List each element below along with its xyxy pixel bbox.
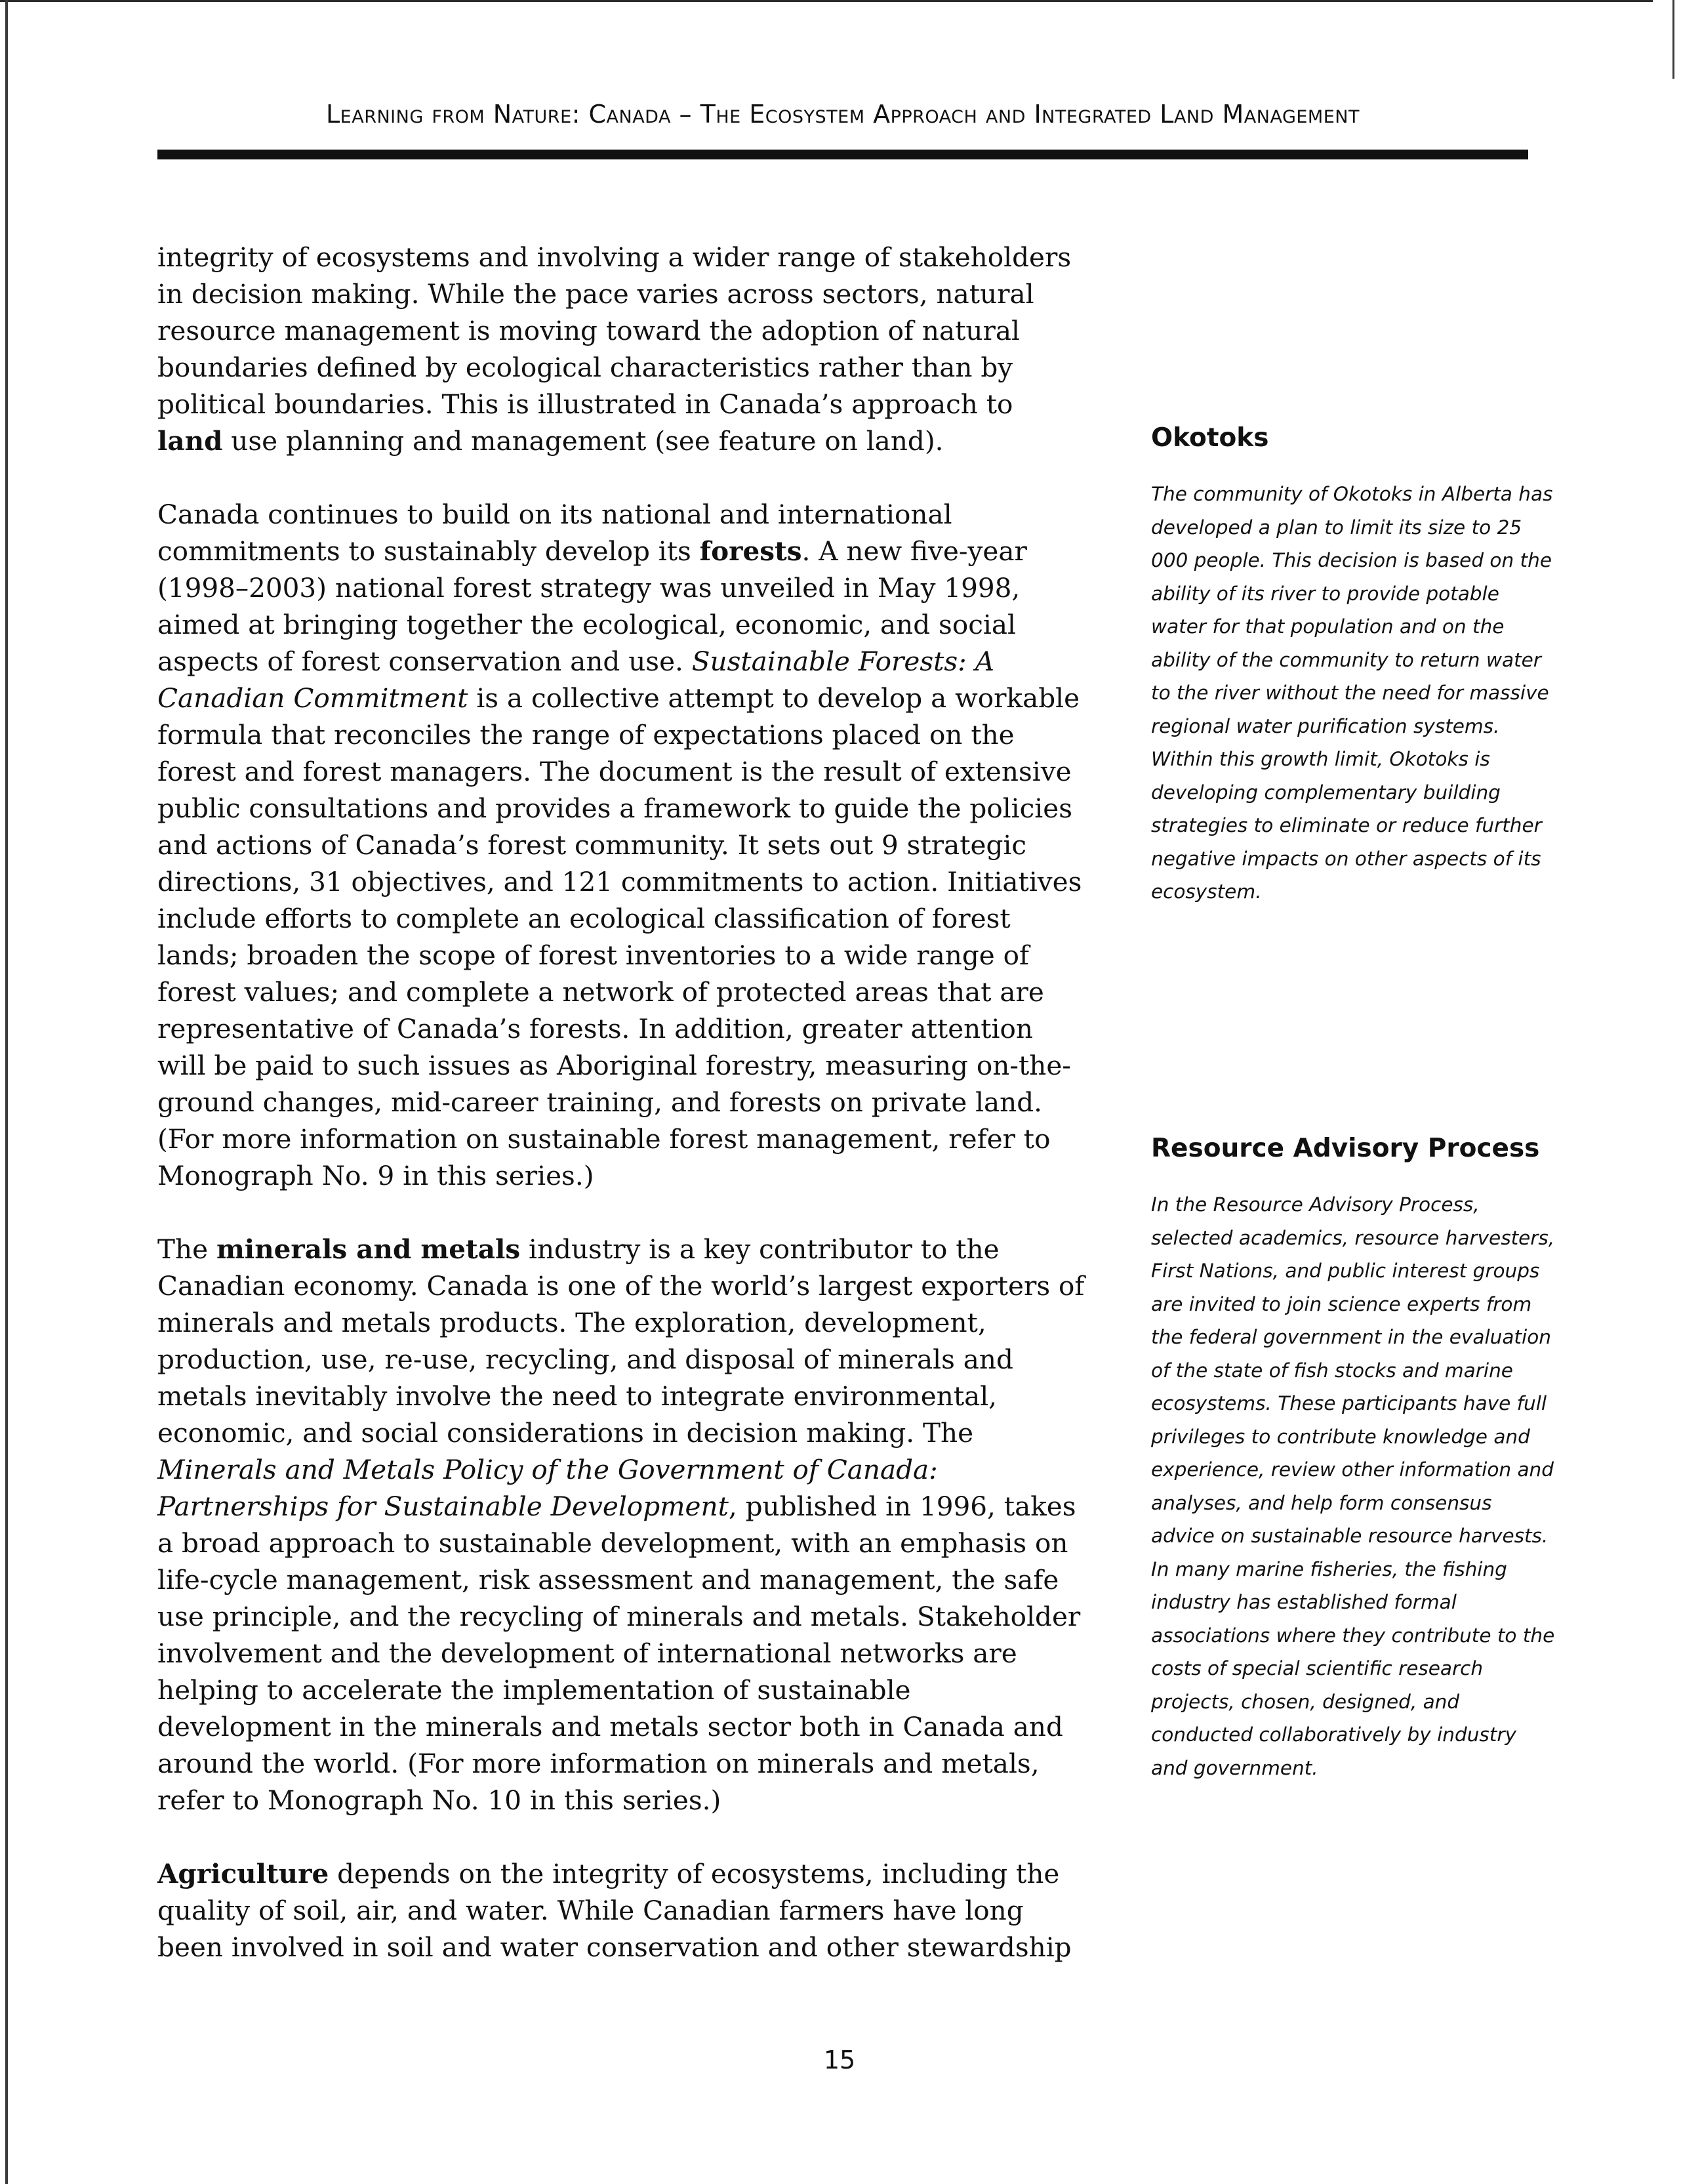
scan-edge-top: [0, 0, 1653, 2]
paragraph-agriculture: Agriculture depends on the integrity of ecosystems, including the quality of soil, air, and water. While Canadian farmers have long been involved in soil and water conservation and other stewardship: [157, 1858, 1072, 1963]
scan-edge-left: [5, 0, 8, 2184]
title-sustainable-forests: Sustainable Forests: A Canadian Commitment: [157, 646, 994, 714]
sidebar-okotoks: [1151, 423, 1558, 909]
sidebar-title-resource-advisory: Resource Advisory Process: [1151, 1134, 1540, 1163]
sidebar-title-okotoks: Okotoks: [1151, 423, 1269, 453]
running-head: Learning from Nature: Canada – The Ecosystem Approach and Integrated Land Management: [326, 100, 1360, 129]
header-rule: [157, 150, 1528, 159]
paragraph-forests: Canada continues to build on its national and international commitments to sustainably develop its forests. A new five-year (1998–2003) national forest strategy was unveiled in May 1998, aimed at bringing together the ecological, economic, and social aspects of forest conservation and use. Sustainable Forests: A Canadian Commitment is a collective attempt to develop a workable formula that reconciles the range of expectations placed on the forest and forest managers. The document is the result of extensive public consultations and provides a framework to guide the policies and actions of Canada’s forest community. It sets out 9 strategic directions, 31 objectives, and 121 commitments to action. Initiatives include efforts to complete an ecological classification of forest lands; broaden the scope of forest inventories to a wide range of forest values; and complete a network of protected areas that are representative of Canada’s forests. In addition, greater attention will be paid to such issues as Aboriginal forestry, measuring on-the-ground changes, mid-career training, and forests on private land. (For more information on sustainable forest management, refer to Monograph No. 9 in this series.): [157, 499, 1082, 1191]
sidebar-body-okotoks: The community of Okotoks in Alberta has developed a plan to limit its size to 25 000 people. This decision is based on the ability of its river to provide potable water for that population and on the ability of the community to return water to the river without the need for massive regional water purification systems. Within this growth limit, Okotoks is developing complementary building strategies to eliminate or reduce further negative impacts on other aspects of its ecosystem.: [1151, 483, 1553, 903]
sidebar-resource-advisory: [1151, 1134, 1558, 1784]
keyword-land: land: [157, 425, 223, 457]
scan-edge-right: [1672, 0, 1674, 79]
paragraph-minerals: The minerals and metals industry is a key contributor to the Canadian economy. Canada is one of the world’s largest exporters of minerals and metals products. The exploration, development, production, use, re-use, recycling, and disposal of minerals and metals inevitably involve the need to integrate environmental, economic, and social considerations in decision making. The Minerals and Metals Policy of the Government of Canada: Partnerships for Sustainable Development, published in 1996, takes a broad approach to sustainable development, with an emphasis on life-cycle management, risk assessment and management, the safe use principle, and the recycling of minerals and metals. Stakeholder involvement and the development of international networks are helping to accelerate the implementation of sustainable development in the minerals and metals sector both in Canada and around the world. (For more information on minerals and metals, refer to Monograph No. 10 in this series.): [157, 1233, 1085, 1816]
keyword-forests: forests: [699, 535, 802, 567]
title-minerals-policy: Minerals and Metals Policy of the Government of Canada: Partnerships for Sustainable Development: [157, 1454, 938, 1522]
keyword-agriculture: Agriculture: [157, 1858, 329, 1889]
main-column: [157, 239, 1085, 2002]
keyword-minerals-metals: minerals and metals: [216, 1233, 521, 1265]
sidebar-body-resource-advisory: In the Resource Advisory Process, selected academics, resource harvesters, First Nations, and public interest groups are invited to join science experts from the federal government in the evaluation of the state of fish stocks and marine ecosystems. These participants have full privileges to contribute knowledge and experience, review other information and analyses, and help form consensus advice on sustainable resource harvests. In many marine fisheries, the fishing industry has established formal associations where they contribute to the costs of special scientific research projects, chosen, designed, and conducted collaboratively by industry and government.: [1151, 1193, 1555, 1779]
paragraph-land: integrity of ecosystems and involving a wider range of stakeholders in decision making. While the pace varies across sectors, natural resource management is moving toward the adoption of natural boundaries defined by ecological characteristics rather than by political boundaries. This is illustrated in Canada’s approach to land use planning and management (see feature on land).: [157, 241, 1072, 457]
page-number: 15: [823, 2046, 856, 2074]
